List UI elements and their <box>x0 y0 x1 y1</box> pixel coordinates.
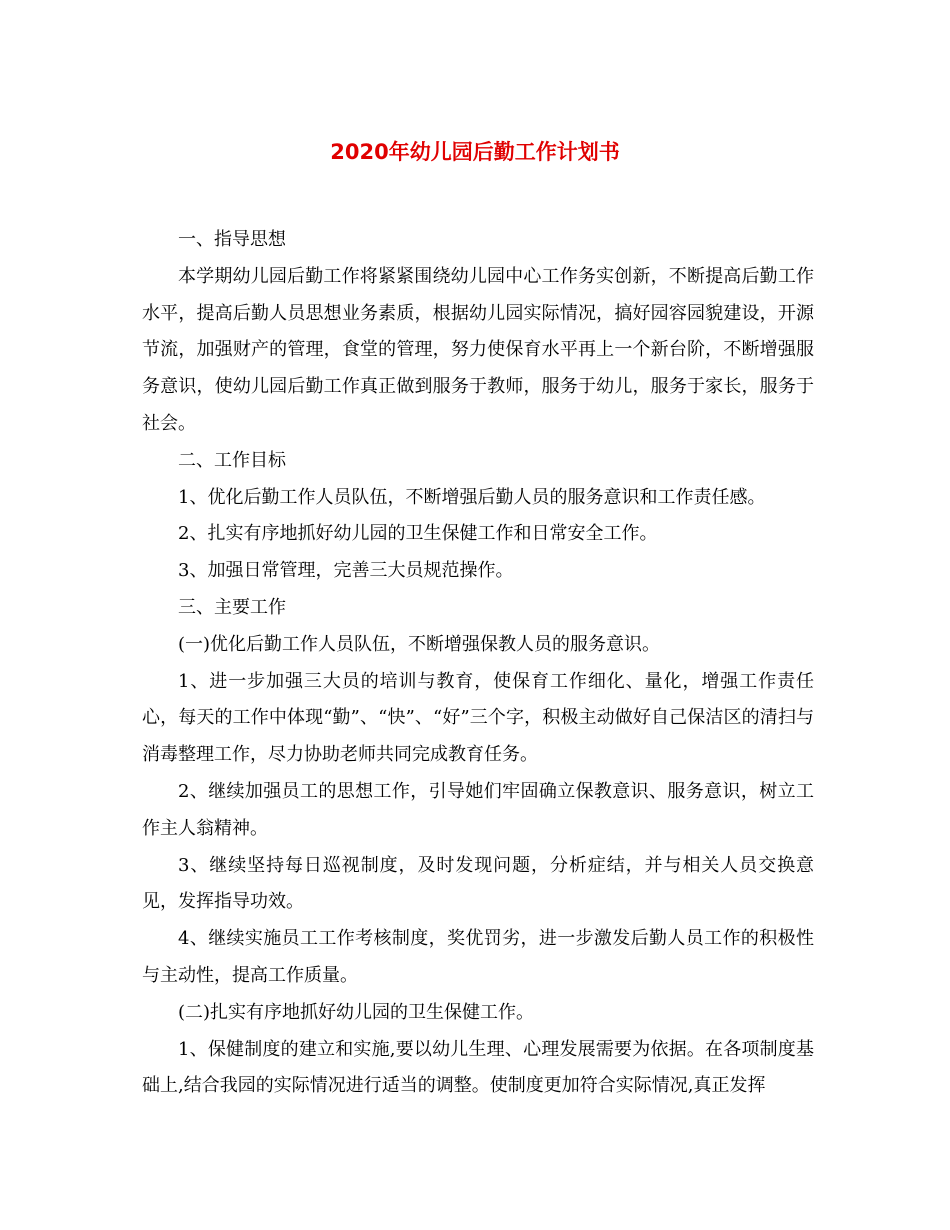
health-item-1: 1、保健制度的建立和实施,要以幼儿生理、心理发展需要为依据。在各项制度基础上,结合我园的实际情况进行适当的调整。使制度更加符合实际情况,真正发挥 <box>142 1038 814 1097</box>
work-item-3: 3、继续坚持每日巡视制度，及时发现问题，分析症结，并与相关人员交换意见，发挥指导功效。 <box>142 854 814 913</box>
section-heading-guiding-ideology: 一、指导思想 <box>178 229 286 250</box>
work-item-2: 2、继续加强员工的思想工作，引导她们牢固确立保教意识、服务意识，树立工作主人翁精神。 <box>142 780 814 839</box>
subsection-heading-1: (一)优化后勤工作人员队伍，不断增强保教人员的服务意识。 <box>178 633 661 655</box>
goal-item-3: 3、加强日常管理，完善三大员规范操作。 <box>178 560 514 582</box>
paragraph-guiding-ideology: 本学期幼儿园后勤工作将紧紧围绕幼儿园中心工作务实创新，不断提高后勤工作水平，提高后勤人员思想业务素质，根据幼儿园实际情况，搞好园容园貌建设，开源节流，加强财产的管理，食堂的管理，努力使保育水平再上一个新台阶，不断增强服务意识，使幼儿园后勤工作真正做到服务于教师，服务于幼儿，服务于家长，服务于社会。 <box>142 265 814 434</box>
section-heading-work-goals: 二、工作目标 <box>178 449 286 471</box>
work-item-1: 1、进一步加强三大员的培训与教育，使保育工作细化、量化，增强工作责任心，每天的工作中体现“勤”、“快”、“好”三个字，积极主动做好自己保洁区的清扫与消毒整理工作，尽力协助老师共同完成教育任务。 <box>142 670 814 766</box>
document-title: 2020年幼儿园后勤工作计划书 <box>330 140 620 164</box>
goal-item-1: 1、优化后勤工作人员队伍，不断增强后勤人员的服务意识和工作责任感。 <box>178 486 766 508</box>
document-body <box>142 222 814 1105</box>
goal-item-2: 2、扎实有序地抓好幼儿园的卫生保健工作和日常安全工作。 <box>178 523 658 545</box>
section-heading-main-work: 三、主要工作 <box>178 596 286 618</box>
work-item-4: 4、继续实施员工工作考核制度，奖优罚劣，进一步激发后勤人员工作的积极性与主动性，提高工作质量。 <box>142 928 814 986</box>
subsection-heading-2: (二)扎实有序地抓好幼儿园的卫生保健工作。 <box>178 1001 535 1023</box>
